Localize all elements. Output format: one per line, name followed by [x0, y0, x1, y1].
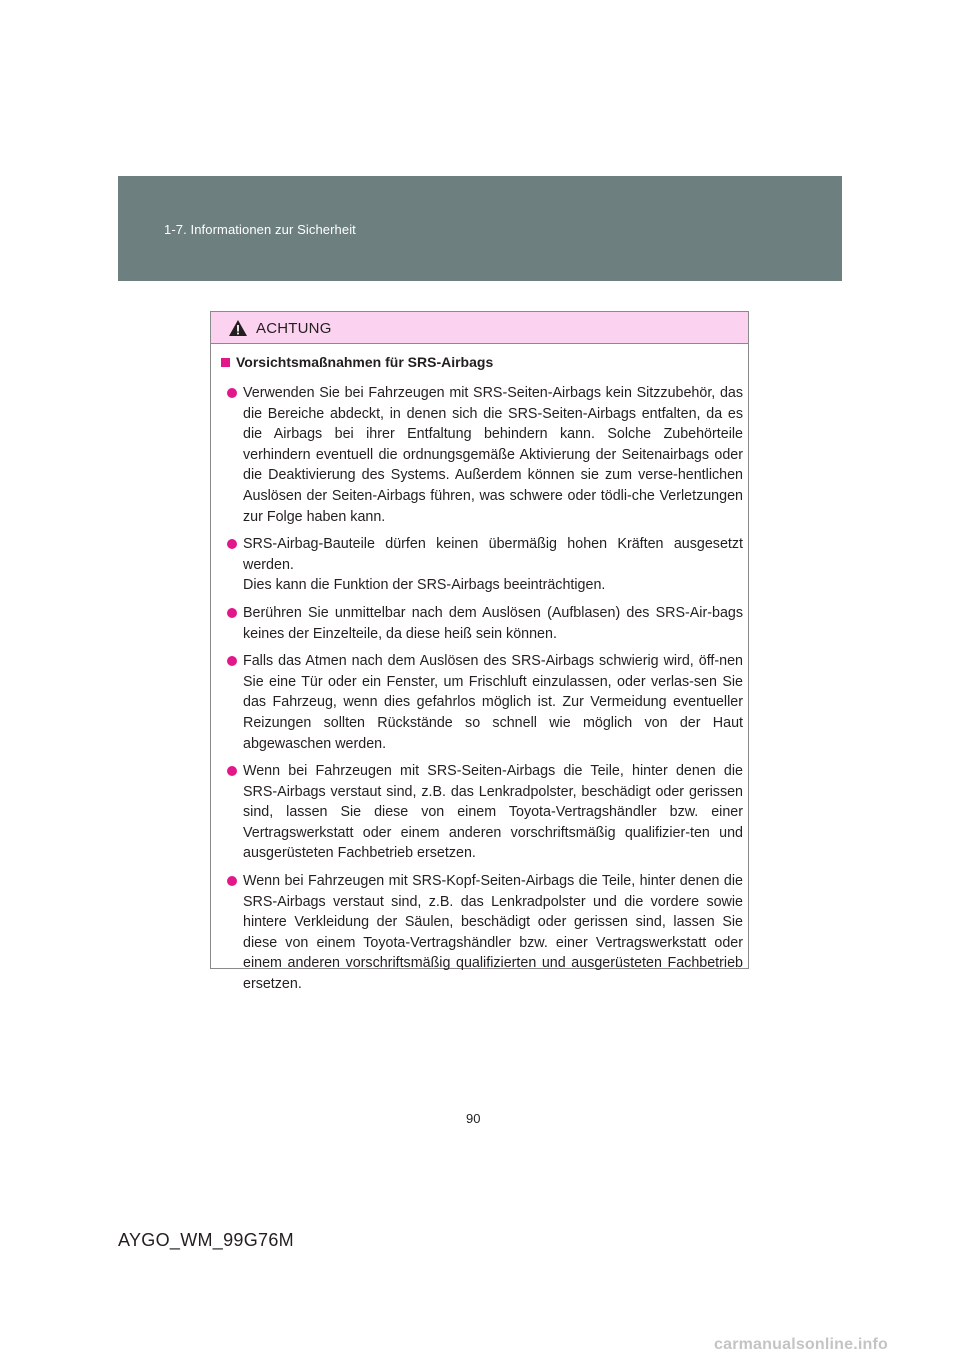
list-item — [243, 383, 743, 527]
list-item — [243, 871, 743, 995]
caution-heading — [221, 354, 493, 370]
square-bullet-icon — [221, 358, 230, 367]
list-item-text: Wenn bei Fahrzeugen mit SRS-Seiten-Airbags die Teile, hinter denen die SRS-Airbags verstaut sind, z.B. das Lenkradpolster, beschädigt oder gerissen sind, lassen Sie diese von einem Toyota-Vertragshändler bzw. einer Vertragswerkstatt oder einem anderen vorschriftsmäßig qualifizier-ten und ausgerüsteten Fachbetrieb ersetzen. — [243, 763, 743, 862]
list-item — [243, 651, 743, 754]
bullet-dot-icon — [227, 608, 237, 618]
bullet-dot-icon — [227, 766, 237, 776]
list-item-text: Wenn bei Fahrzeugen mit SRS-Kopf-Seiten-Airbags die Teile, hinter denen die SRS-Airbags verstaut sind, z.B. das Lenkradpolster und die vordere sowie hintere Verkleidung der Säulen, beschädigt oder gerissen sind, lassen Sie diese von einem Toyota-Vertragshändler bzw. einer Vertragswerkstatt oder einem anderen vorschriftsmäßig qualifizierten und ausgerüsteten Fachbetrieb ersetzen. — [243, 873, 743, 993]
page-number: 90 — [466, 1111, 481, 1126]
bullet-dot-icon — [227, 876, 237, 886]
list-item-text: SRS-Airbag-Bauteile dürfen keinen übermäßig hohen Kräften ausgesetzt werden. — [243, 536, 743, 573]
watermark-text: carmanualsonline.info — [714, 1336, 889, 1353]
caution-header — [211, 312, 748, 344]
caution-title: ACHTUNG — [256, 320, 332, 337]
bullet-dot-icon — [227, 656, 237, 666]
bullet-dot-icon — [227, 539, 237, 549]
list-item-text: Berühren Sie unmittelbar nach dem Auslösen (Aufblasen) des SRS-Air-bags keines der Einzelteile, da diese heiß sein können. — [243, 604, 743, 642]
caution-items — [211, 383, 748, 1002]
document-code: AYGO_WM_99G76M — [118, 1230, 294, 1250]
caution-heading-text: Vorsichtsmaßnahmen für SRS-Airbags — [236, 354, 494, 370]
list-item — [243, 534, 743, 596]
section-header-band — [118, 176, 842, 281]
list-item — [243, 603, 743, 644]
warning-triangle-icon — [228, 319, 248, 337]
list-item-text: Dies kann die Funktion der SRS-Airbags beeinträchtigen. — [243, 577, 606, 594]
caution-box — [210, 311, 749, 993]
section-title: 1-7. Informationen zur Sicherheit — [164, 222, 356, 237]
bullet-dot-icon — [227, 388, 237, 398]
list-item-text: Falls das Atmen nach dem Auslösen des SRS-Airbags schwierig wird, öff-nen Sie eine Tür oder ein Fenster, um Frischluft einzulassen, oder verlas-sen Sie das Fahrzeug, wenn dies gefahrlos möglich ist. Zur Vermeidung eventueller Reizungen sollten Rückstände so schnell wie möglich von der Haut abgewaschen werden. — [243, 653, 743, 752]
list-item — [243, 761, 743, 864]
list-item-text: Verwenden Sie bei Fahrzeugen mit SRS-Seiten-Airbags kein Sitzzubehör, das die Bereiche abdeckt, in denen sich die SRS-Seiten-Airbags entfalten, da es die Airbags bei ihrer Entfaltung behindern kann. Solche Zubehörteile verhindern eventuell die ordnungsgemäße Aktivierung der Seitenairbags oder die Deaktivierung des Systems. Außerdem können sie zum verse-hentlichen Auslösen der Seiten-Airbags führen, was schwere oder tödli-che Verletzungen zur Folge haben kann. — [243, 385, 743, 525]
